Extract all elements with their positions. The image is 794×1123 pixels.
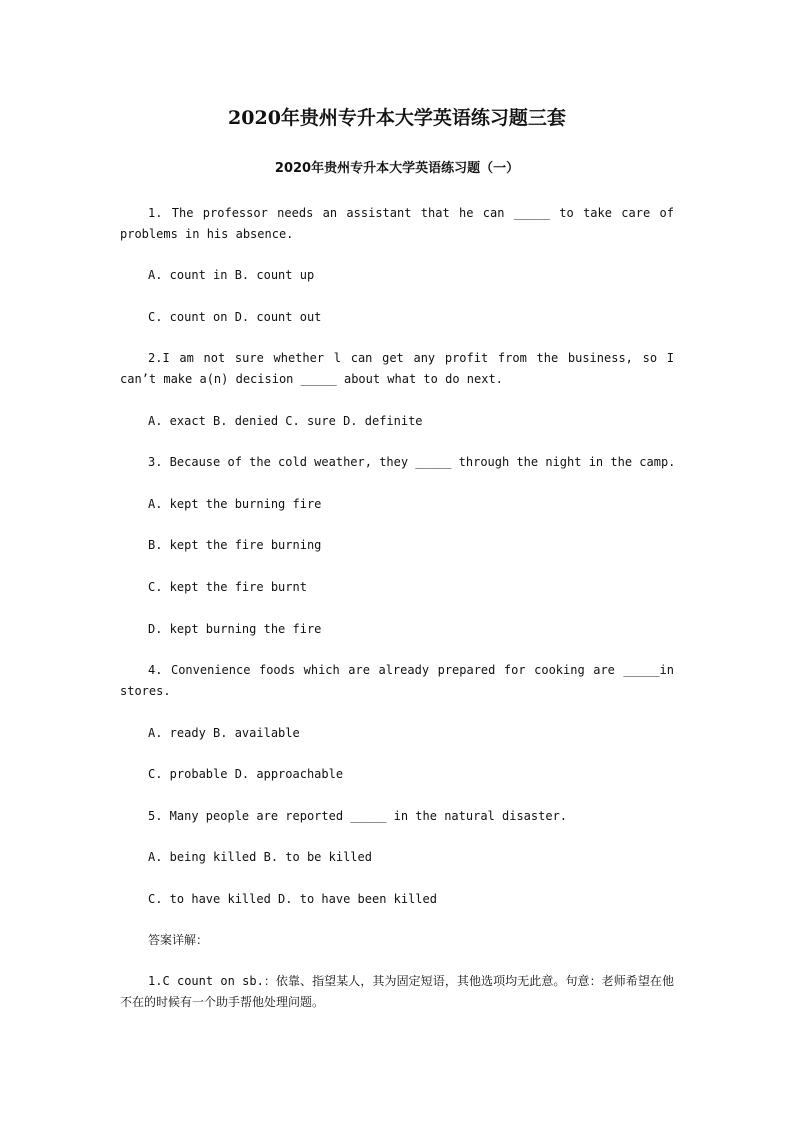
question-1-stem: 1. The professor needs an assistant that he can _____ to take care of problems in his absence. [120,206,674,241]
question-1-option-line-2: C. count on D. count out [148,310,322,324]
question-1-option-line-1: A. count in B. count up [148,268,315,282]
question-2-option-line-1: A. exact B. denied C. sure D. definite [148,414,423,428]
question-4-stem: 4. Convenience foods which are already prepared for cooking are _____in stores. [120,663,674,698]
question-3-option-d: D. kept burning the fire [148,622,322,636]
question-3-option-a: A. kept the burning fire [148,497,322,511]
question-2-stem: 2.I am not sure whether l can get any profit from the business, so I can’t make a(n) decision _____ about what to do next. [120,351,674,386]
question-5-option-line-1: A. being killed B. to be killed [148,850,372,864]
question-4-option-line-2: C. probable D. approachable [148,767,344,781]
question-5-option-line-2: C. to have killed D. to have been killed [148,892,437,906]
question-4-option-line-1: A. ready B. available [148,726,300,740]
document-title: 2020年贵州专升本大学英语练习题三套 [228,107,566,129]
question-3-option-c: C. kept the fire burnt [148,580,307,594]
question-5-stem: 5. Many people are reported _____ in the natural disaster. [148,809,568,823]
document-subtitle: 2020年贵州专升本大学英语练习题（一） [274,161,520,176]
question-3-option-b: B. kept the fire burning [148,538,322,552]
answer-1: 1.C count on sb.：依靠、指望某人，其为固定短语，其他选项均无此意。句意：老师希望在他不在的时候有一个助手帮他处理问题。 [120,974,674,1009]
question-3-stem: 3. Because of the cold weather, they _____ through the night in the camp. [148,455,676,469]
answers-heading: 答案详解： [148,933,209,947]
